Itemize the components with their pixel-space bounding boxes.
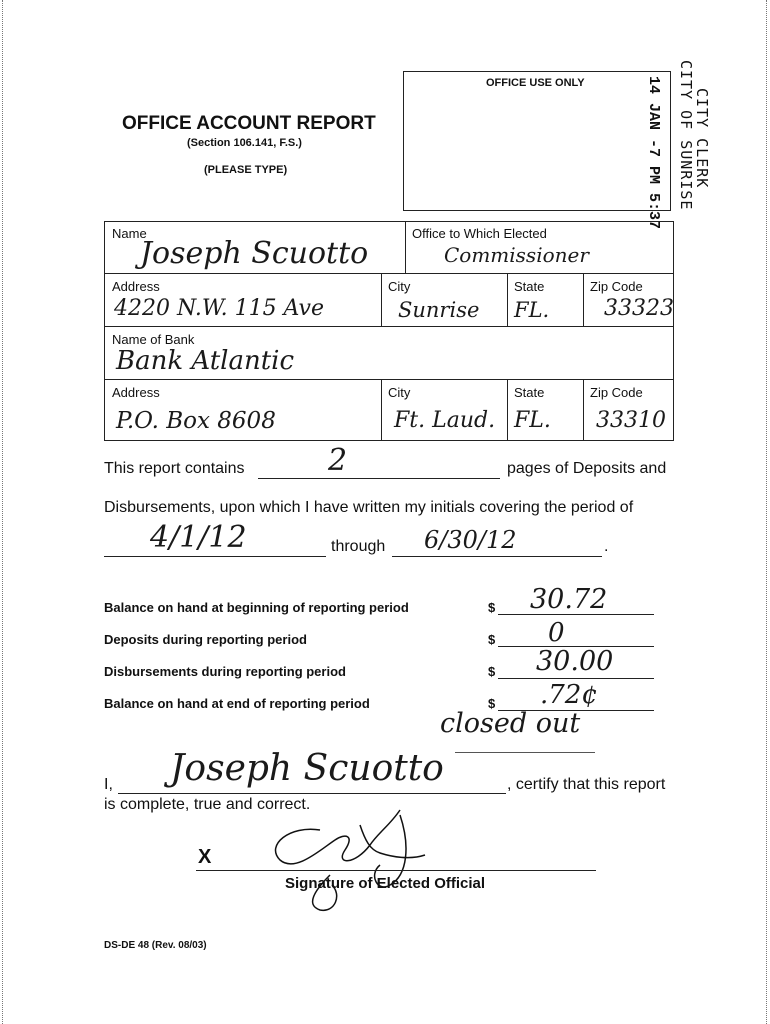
certify-suffix: , certify that this report [507,776,666,793]
stamp-city-clerk: CITY CLERK [693,88,711,189]
disbursements-currency: $ [488,664,496,679]
bank-name-value: Bank Atlantic [116,346,295,376]
period-from-date: 4/1/12 [150,520,247,555]
stamp-city-of-sunrise: CITY OF SUNRISE [677,60,695,211]
name-value: Joseph Scuotto [140,236,369,271]
deposits-value: 0 [548,618,565,648]
form-section: (Section 106.141, F.S.) [187,137,302,149]
period-end: . [604,538,609,555]
bank-address-value: P.O. Box 8608 [116,408,276,434]
period-to-date: 6/30/12 [424,526,517,554]
zip-label: Zip Code [590,279,643,294]
bank-state-label: State [514,385,545,400]
balance-end-value: .72¢ [540,680,598,710]
balance-end-currency: $ [488,696,496,711]
bank-zip-label: Zip Code [590,385,643,400]
name-label: Name [112,226,147,241]
signature-scribble [260,805,440,915]
bank-name-label: Name of Bank [112,332,195,347]
city-value: Sunrise [398,298,480,322]
state-label: State [514,279,545,294]
bank-address-label: Address [112,385,160,400]
deposits-label: Deposits during reporting period [104,632,307,647]
office-use-label: OFFICE USE ONLY [486,77,585,89]
balance-begin-currency: $ [488,600,496,615]
city-label: City [388,279,411,294]
bank-city-value: Ft. Laud. [394,408,496,433]
stamp-date-time: 14 JAN -7 PM 5:37 [645,76,662,230]
disbursements-label: Disbursements during reporting period [104,664,346,679]
report-line2: Disbursements, upon which I have written my initials covering the period of [104,499,634,516]
address-value: 4220 N.W. 115 Ave [114,296,324,321]
office-elected-label: Office to Which Elected [412,226,547,241]
deposits-currency: $ [488,632,496,647]
disbursements-value: 30.00 [536,646,614,677]
balance-end-label: Balance on hand at end of reporting period [104,696,370,711]
city-clerk-stamp [675,60,715,240]
through-label: through [331,538,386,555]
office-elected-value: Commissioner [444,243,589,267]
received-date-stamp [640,72,666,230]
bank-zip-value: 33310 [596,408,666,433]
office-use-box [403,71,671,211]
certify-name-value: Joseph Scuotto [170,748,444,789]
balance-begin-label: Balance on hand at beginning of reporting period [104,600,409,615]
bank-state-value: FL. [514,408,551,433]
form-title: OFFICE ACCOUNT REPORT [122,113,376,134]
signature-x-mark: X [198,846,212,868]
pages-value: 2 [328,443,348,478]
state-value: FL. [514,298,550,322]
signature-label: Signature of Elected Official [285,875,486,892]
certify-line2: is complete, true and correct. [104,796,311,813]
please-type-note: (PLEASE TYPE) [204,164,288,176]
page-right-edge [766,0,767,1024]
certify-prefix: I, [104,776,113,793]
address-label: Address [112,279,160,294]
report-contains-prefix: This report contains [104,460,245,477]
zip-value: 33323 [604,296,674,321]
closed-out-note: closed out [440,708,581,739]
balance-begin-value: 30.72 [530,584,608,615]
report-contains-suffix: pages of Deposits and [507,460,667,477]
form-number: DS-DE 48 (Rev. 08/03) [104,940,207,951]
bank-city-label: City [388,385,411,400]
page-left-edge [2,0,3,1024]
